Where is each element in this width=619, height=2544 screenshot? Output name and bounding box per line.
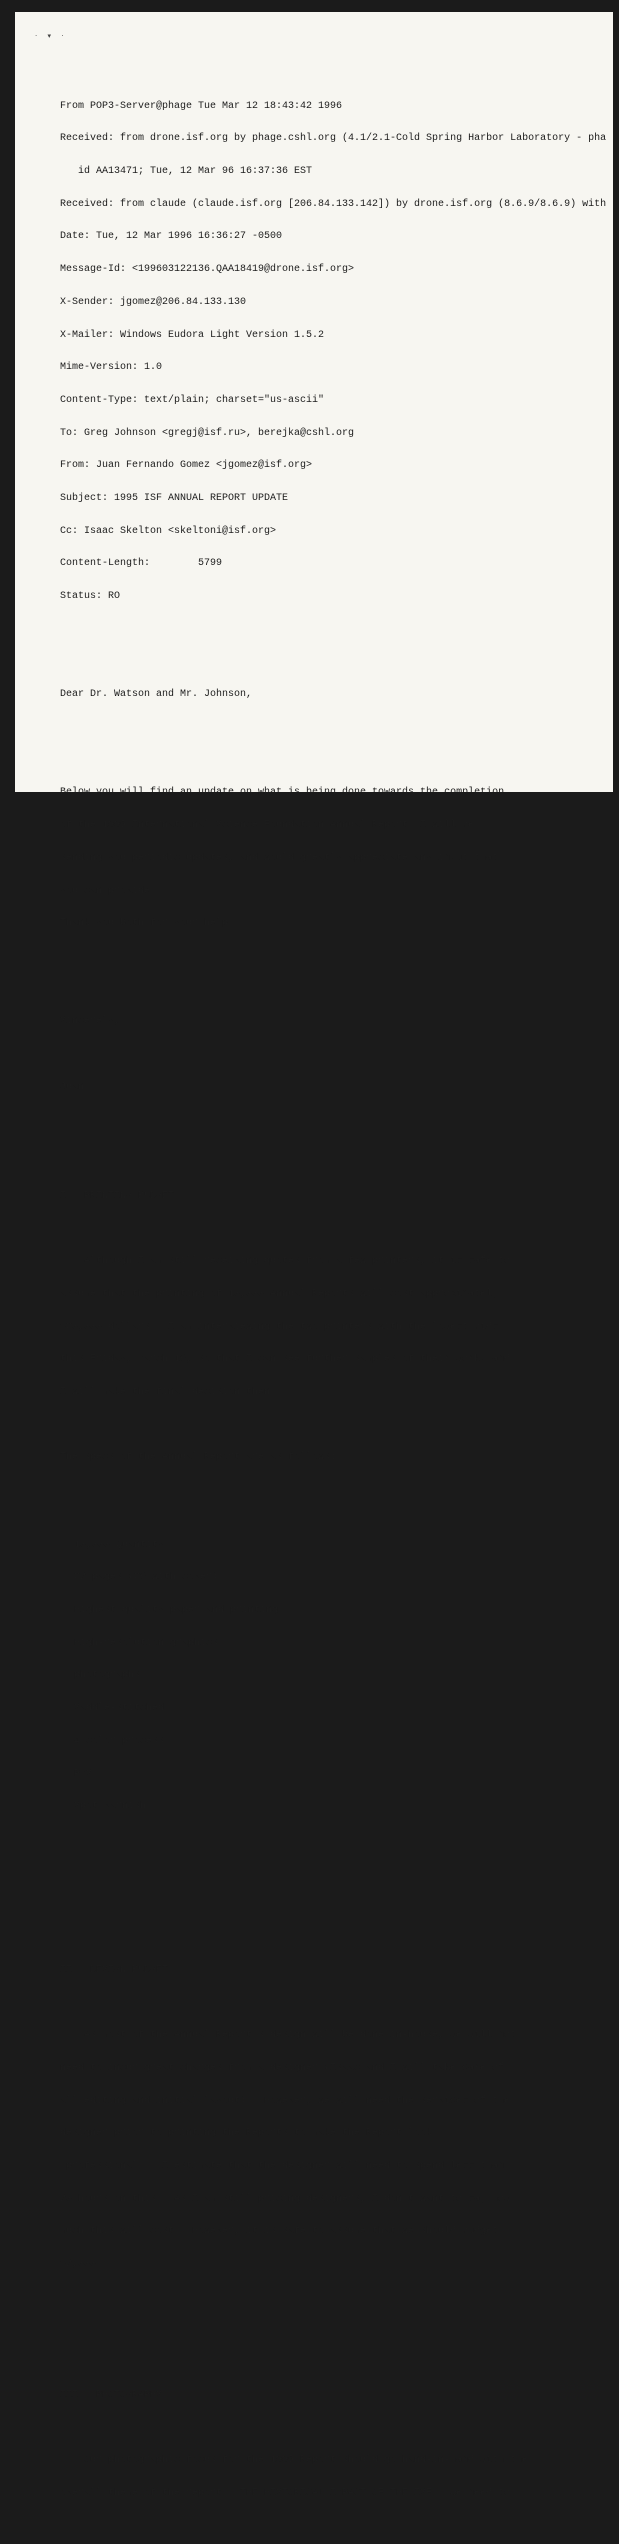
intro-line: Thank you both for your help. [60, 918, 235, 930]
list-item: Spot varnish [74, 1801, 147, 1813]
document-page [15, 12, 613, 2500]
section-printing-budget [60, 1170, 613, 1857]
header-line: Content-Type: text/plain; charset="us-ascii" [60, 394, 325, 406]
paragraph-line: designer prior to printing the Reports to make the Report look [60, 2128, 433, 2140]
intro-paragraph [60, 767, 613, 952]
header-line: X-Sender: jgomez@206.84.133.130 [60, 296, 247, 308]
header-line: Content-Length: 5799 [60, 558, 223, 570]
closing: Sincerely, [60, 1016, 121, 1028]
paragraph-line: all editing and initial layout). However, we will need the services of the [60, 2095, 511, 2107]
paragraph-line: As most of the Annual Report's design will be done in-house, we will not [60, 2030, 517, 2042]
paragraph-line: $2,000. [60, 2259, 103, 2271]
list-item: 32 pages (36 with cover) [74, 1572, 219, 1584]
section-design-budget [60, 1944, 613, 2293]
list-item: Saddle-stitched [74, 1703, 165, 1715]
header-line: Date: Tue, 12 Mar 1996 16:36:27 -0500 [60, 231, 283, 243]
header-line: Cc: Isaac Skelton <skeltoni@isf.org> [60, 525, 277, 537]
header-line: X-Mailer: Windows Eudora Light Version 1.5.2 [60, 329, 325, 341]
header-line: Message-Id: <199603122136.QAA18419@drone.isf.org> [60, 264, 355, 276]
list-item: PMS [74, 1768, 93, 1780]
header-line: Received: from drone.isf.org by phage.cshl.org (4.1/2.1-Cold Spring Harbor Laboratory - pha [60, 133, 607, 145]
header-line: To: Greg Johnson <gregj@isf.ru>, berejka@cshl.org [60, 427, 355, 439]
signature: Juan [60, 1081, 85, 1093]
header-line: Received: from claude (claude.isf.org [206.84.133.142]) by drone.isf.org (8.6.9/8.6.9) with [60, 198, 607, 210]
paragraph-line: 20 hours on this. As I am still pricing designers, I don't want to say how [60, 2193, 511, 2205]
paragraph-line: $30,000 dollars. I am interviewing the two printers with the lowest bids [60, 1321, 499, 1333]
header-line: Subject: 1995 ISF ANNUAL REPORT UPDATE [60, 493, 289, 505]
header-line: id AA13471; Tue, 12 Mar 96 16:37:36 EST [60, 166, 313, 178]
intro-line: of the 1995 International Science Foundation Annual Report. I will be [60, 820, 475, 832]
list-item: photographs [74, 1670, 141, 1682]
paragraph-line: this Friday, March 16, so that I can see further samples of their work, and [60, 1354, 511, 1366]
section-heading: III. PHOTOGRAPHS [60, 2390, 163, 2401]
list-item: 10,000 Quantity [74, 1539, 165, 1551]
header-line: From: Juan Fernando Gomez <jgomez@isf.org> [60, 460, 313, 472]
email-header [60, 80, 613, 625]
paragraph-line: I will make the final decision then. [60, 1387, 277, 1399]
list-item: High-resolution graphics [74, 1637, 219, 1649]
paragraph-line: overall theme of the report...THE HISTORICAL IMPACT OF THE ISF. We need to [60, 2488, 511, 2500]
intro-line: Below you will find an update on what is being done towards the completion [60, 787, 505, 799]
specs-list [60, 1519, 613, 1835]
paragraph-line: Our photographic focus for the 1995 Report should go hand-in-hand with the [60, 2455, 529, 2467]
list-item: Highest quality paper and printing [74, 1605, 279, 1617]
greeting: Dear Dr. Watson and Mr. Johnson, [60, 689, 253, 701]
header-line: From POP3-Server@phage Tue Mar 12 18:43:42 1996 [60, 100, 343, 112]
header-line: Mime-Version: 1.0 [60, 362, 163, 374]
paragraph-line: assume that the printing of 10,000 Annual Reports will cost approximately [60, 1288, 499, 1300]
specs-intro: The specs of the Annual Report are as follows: [60, 1452, 337, 1464]
intro-line: sending you periodic updates, and would greatly appreciate any input that [60, 852, 499, 864]
paragraph-line: much this will cost. However, it is safe to assume that we should budget [60, 2226, 499, 2238]
paragraph-line: "professional". I estimate that the designer will need to spend less than [60, 2161, 505, 2173]
section-heading: I. PRINTING BUDGET [60, 1190, 175, 1202]
intro-line: you can provide. [60, 885, 157, 897]
header-line: Status: RO [60, 591, 121, 603]
section-photographs [60, 2369, 613, 2522]
paragraph-line: Although I am still receiving quotes from a few printers, it is safe to [60, 1256, 511, 1268]
email-text [60, 58, 613, 2544]
section-heading: II. DESIGN BUDGET [60, 1964, 169, 1976]
scan-specks: · ▾ · [35, 32, 68, 40]
paragraph-line: need to incur great charges from a designer (Isaac and I will take care of [60, 2062, 505, 2074]
list-item: 4 color process [74, 1735, 165, 1747]
